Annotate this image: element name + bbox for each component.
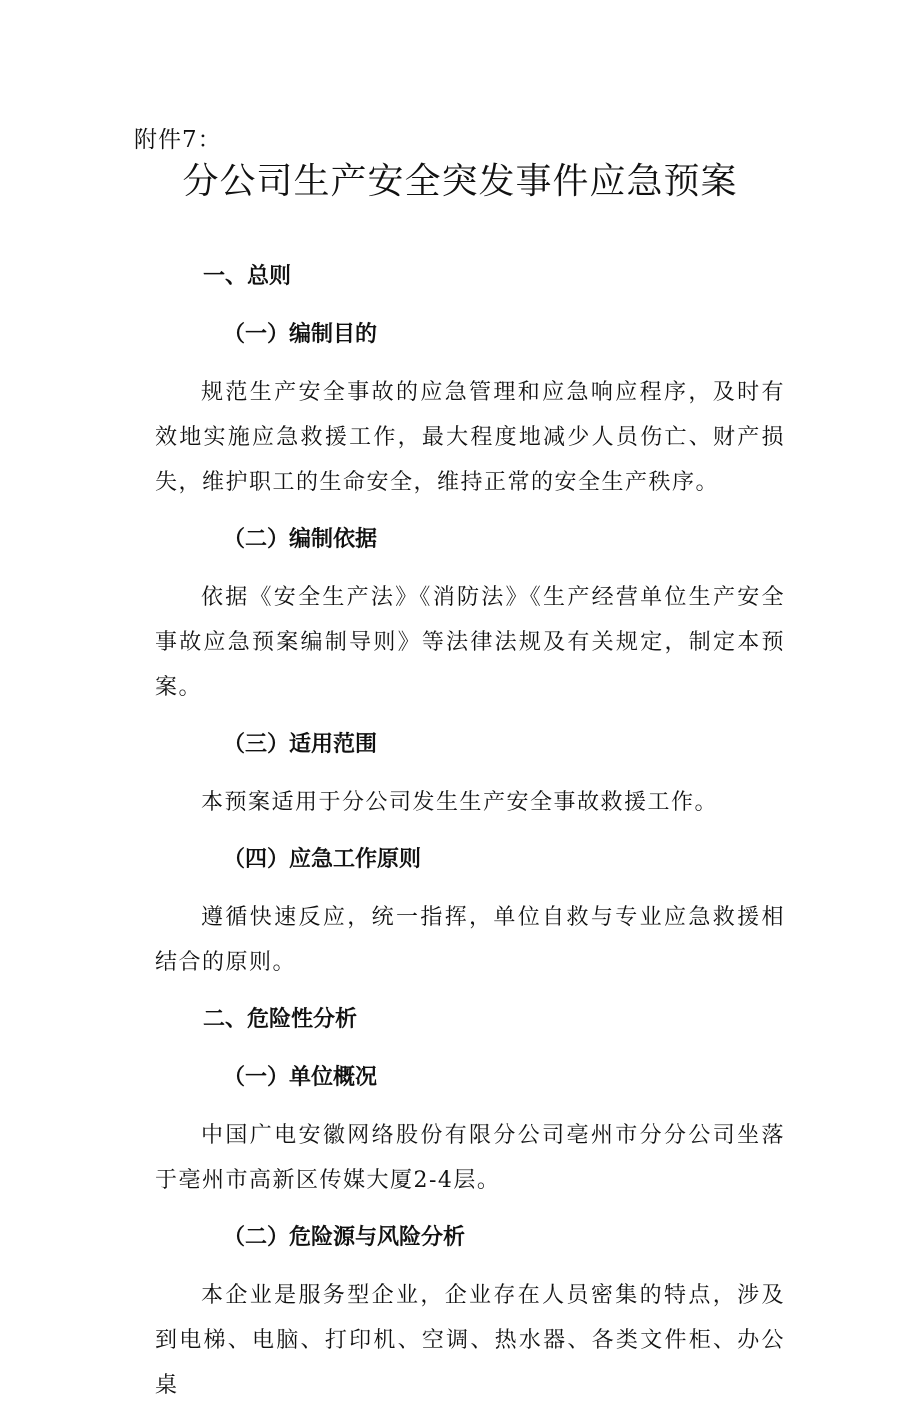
section-heading-general: 一、总则 <box>203 264 292 289</box>
paragraph-scope: 本预案适用于分公司发生生产安全事故救援工作。 <box>201 790 719 815</box>
section-heading-risk-analysis: 二、危险性分析 <box>203 1007 358 1032</box>
paragraph-purpose: 规范生产安全事故的应急管理和应急响应程序，及时有效地实施应急救援工作，最大程度地减少人员伤亡、财产损失，维护职工的生命安全，维持正常的安全生产秩序。 <box>155 380 785 495</box>
attachment-label: 附件7： <box>134 127 222 153</box>
subsection-heading-hazards: （二）危险源与风险分析 <box>223 1225 466 1250</box>
subsection-heading-basis: （二）编制依据 <box>223 527 378 552</box>
paragraph-basis: 依据《安全生产法》《消防法》《生产经营单位生产安全事故应急预案编制导则》等法律法规及有关规定，制定本预案。 <box>155 585 785 700</box>
subsection-heading-scope: （三）适用范围 <box>223 732 378 757</box>
paragraph-principles: 遵循快速反应，统一指挥，单位自救与专业应急救援相结合的原则。 <box>155 905 785 975</box>
subsection-heading-principles: （四）应急工作原则 <box>223 847 422 872</box>
document-title: 分公司生产安全突发事件应急预案 <box>182 161 738 202</box>
document-body <box>155 248 785 1414</box>
subsection-heading-purpose: （一）编制目的 <box>223 322 378 347</box>
paragraph-overview: 中国广电安徽网络股份有限分公司亳州市分分公司坐落于亳州市高新区传媒大厦2-4层。 <box>155 1123 785 1193</box>
paragraph-hazards: 本企业是服务型企业，企业存在人员密集的特点，涉及到电梯、电脑、打印机、空调、热水器、各类文件柜、办公桌 <box>155 1283 785 1398</box>
subsection-heading-overview: （一）单位概况 <box>223 1065 378 1090</box>
